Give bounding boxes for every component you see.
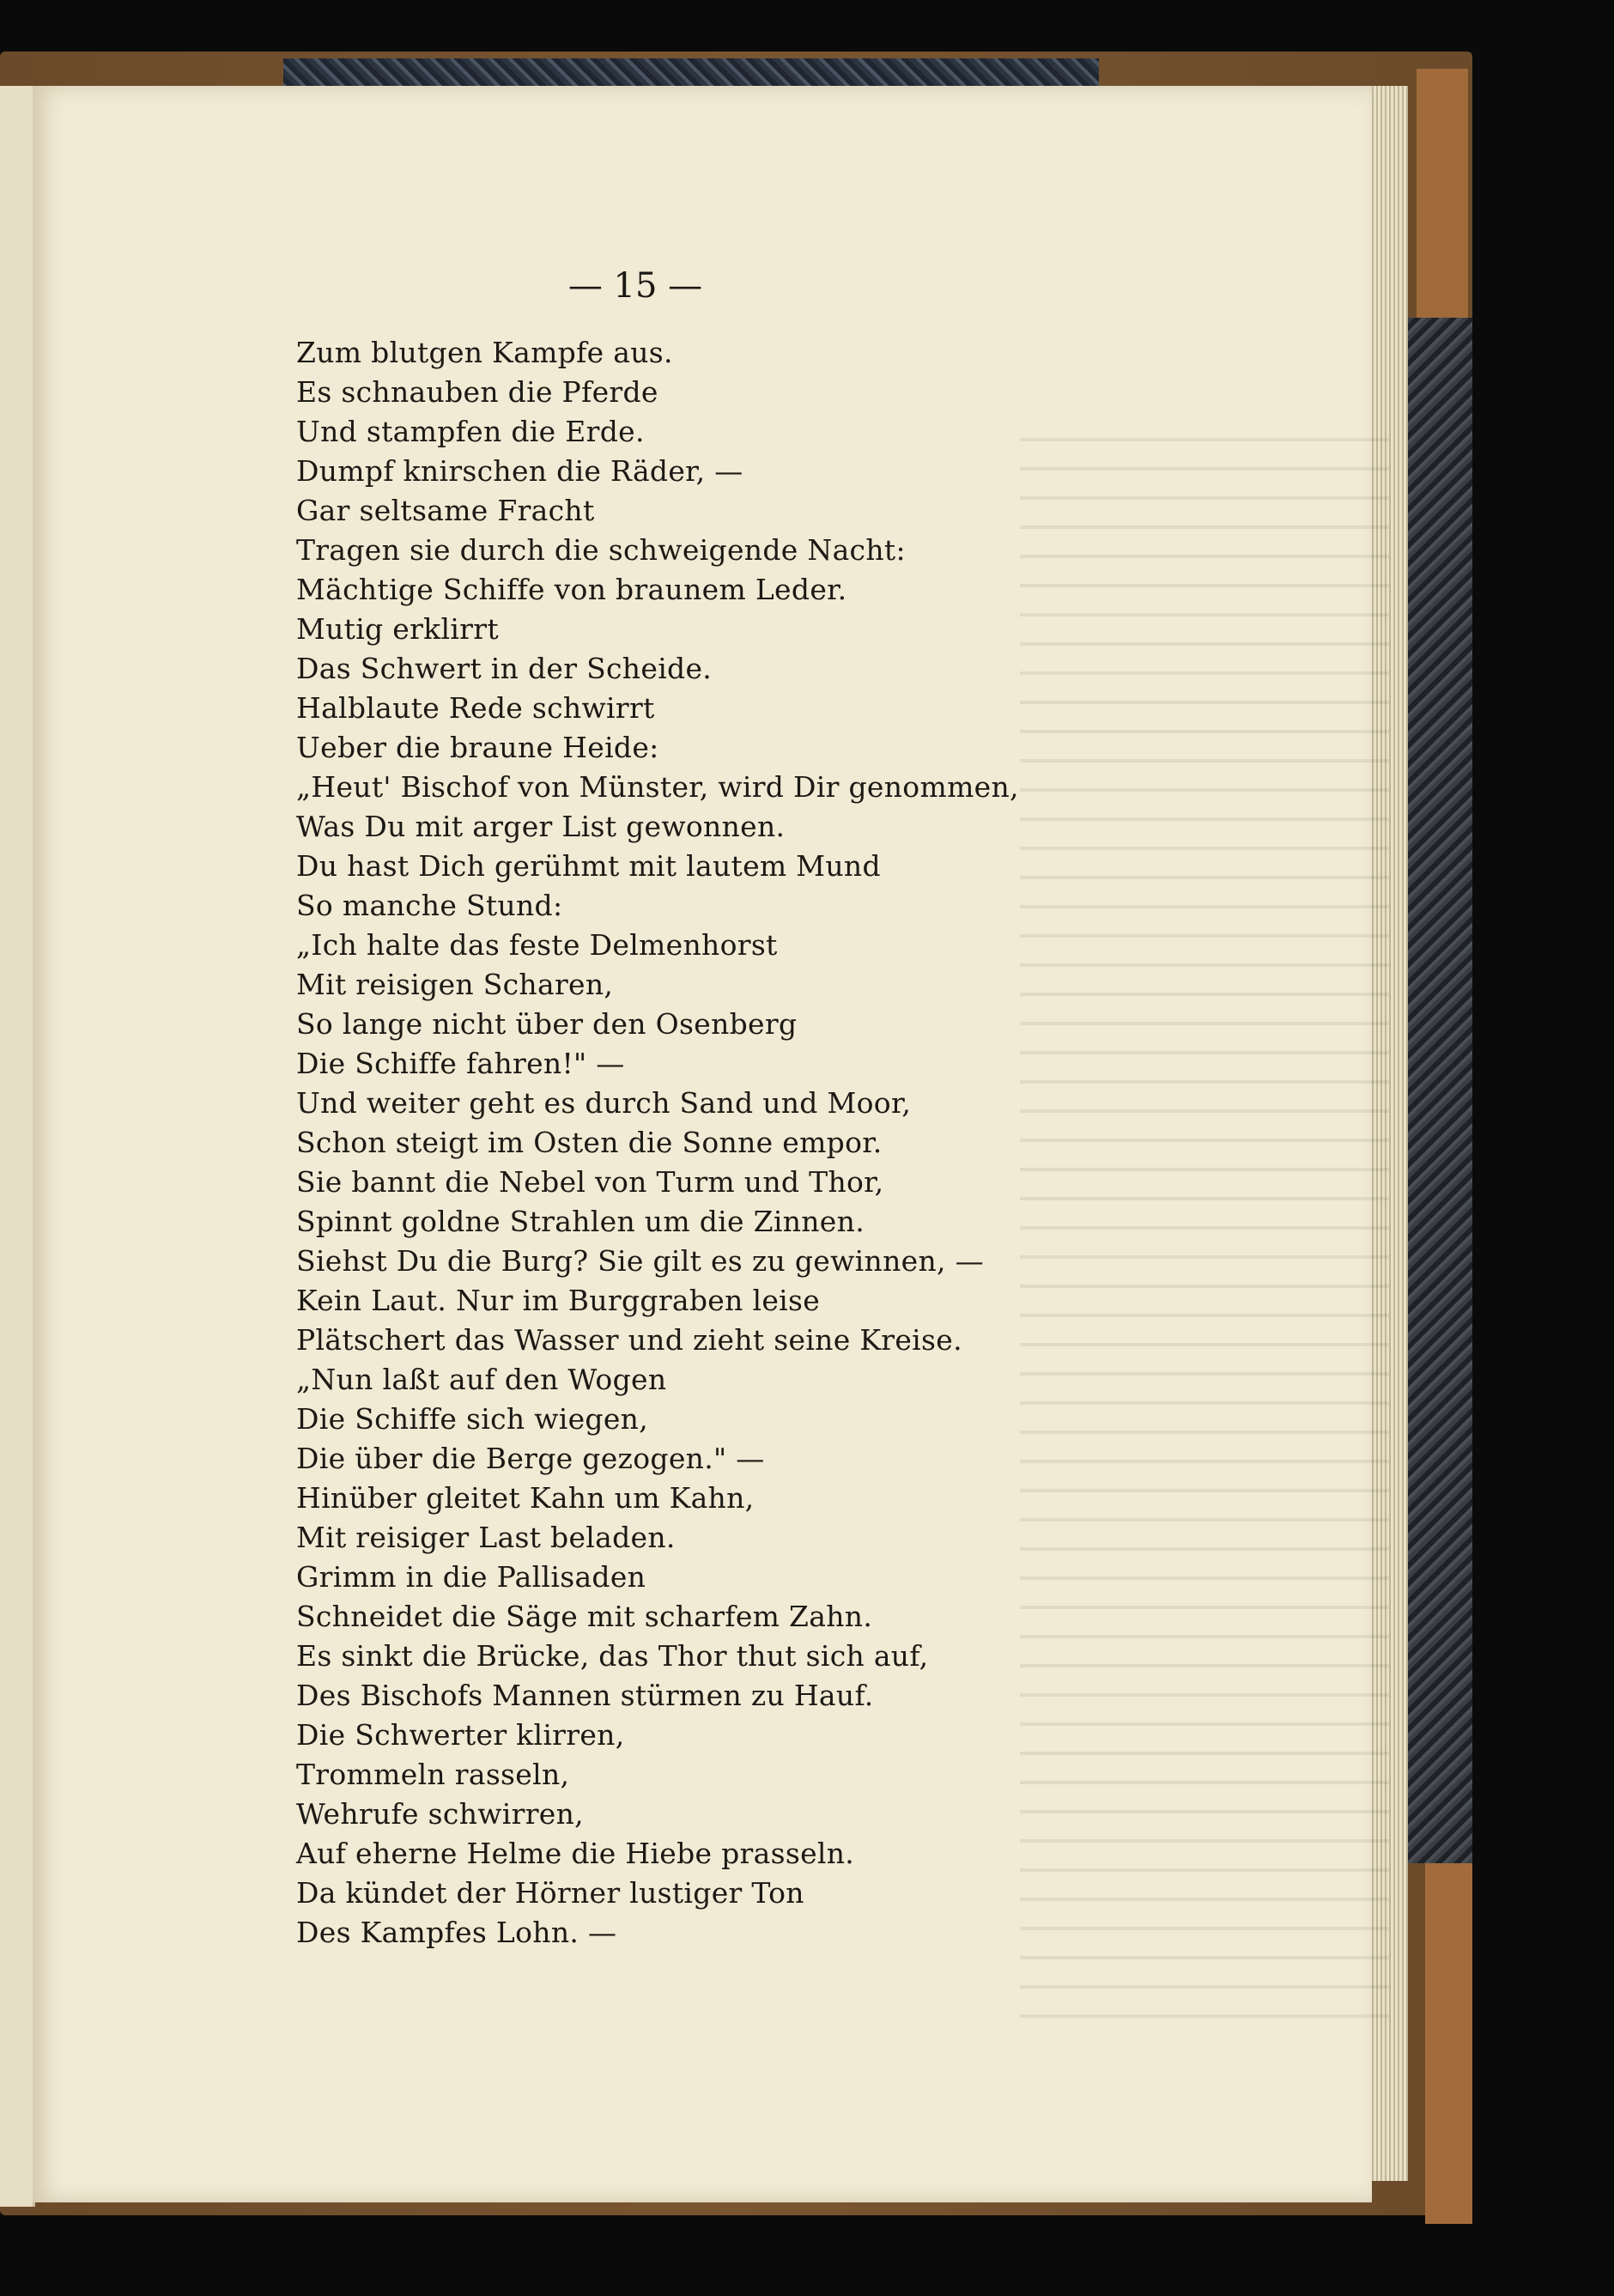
- poem-line: Und stampfen die Erde.: [296, 415, 645, 448]
- poem-line: Wehrufe schwirren,: [296, 1797, 584, 1831]
- poem-line: Des Kampfes Lohn. —: [296, 1916, 617, 1949]
- cover-marbling-right: [1408, 318, 1472, 1863]
- poem-line: Plätschert das Wasser und zieht seine Kreise.: [296, 1323, 962, 1357]
- poem-line: Trommeln rasseln,: [296, 1758, 570, 1791]
- poem-line: Ueber die braune Heide:: [296, 731, 659, 764]
- poem-line: „Ich halte das feste Delmenhorst: [296, 928, 778, 962]
- poem-line: Grimm in die Pallisaden: [296, 1560, 646, 1594]
- poem-line: Tragen sie durch die schweigende Nacht:: [296, 533, 906, 567]
- poem-line: Kein Laut. Nur im Burggraben leise: [296, 1284, 821, 1317]
- poem-line: Sie bannt die Nebel von Turm und Thor,: [296, 1165, 884, 1199]
- poem-line: Die über die Berge gezogen." —: [296, 1442, 765, 1475]
- poem-line: Siehst Du die Burg? Sie gilt es zu gewinnen, —: [296, 1244, 984, 1278]
- poem-line: Es sinkt die Brücke, das Thor thut sich auf,: [296, 1639, 929, 1673]
- poem-line: Mutig erklirrt: [296, 612, 499, 646]
- poem-line: Schneidet die Säge mit scharfem Zahn.: [296, 1600, 873, 1633]
- poem-line: Spinnt goldne Strahlen um die Zinnen.: [296, 1205, 865, 1238]
- poem-line: Die Schwerter klirren,: [296, 1718, 625, 1752]
- poem-line: Halblaute Rede schwirrt: [296, 691, 655, 725]
- poem-line: Des Bischofs Mannen stürmen zu Hauf.: [296, 1679, 874, 1712]
- poem-line: Und weiter geht es durch Sand und Moor,: [296, 1086, 912, 1120]
- poem-line: Dumpf knirschen die Räder, —: [296, 454, 743, 488]
- poem-text: [296, 333, 1241, 1953]
- poem-line: So lange nicht über den Osenberg: [296, 1007, 798, 1041]
- page-number: — 15 —: [567, 266, 703, 306]
- poem-line: Mit reisigen Scharen,: [296, 968, 614, 1001]
- poem-line: Auf eherne Helme die Hiebe prasseln.: [296, 1837, 855, 1870]
- poem-line: Schon steigt im Osten die Sonne empor.: [296, 1126, 883, 1159]
- poem-line: Es schnauben die Pferde: [296, 375, 658, 409]
- poem-line: Mit reisiger Last beladen.: [296, 1521, 676, 1554]
- poem-line: Gar seltsame Fracht: [296, 494, 595, 527]
- poem-line: Zum blutgen Kampfe aus.: [296, 336, 673, 369]
- cover-leather-corner-top: [1417, 69, 1468, 326]
- poem-line: Du hast Dich gerühmt mit lautem Mund: [296, 849, 881, 883]
- facing-page-edge: [0, 86, 35, 2207]
- poem-line: Was Du mit arger List gewonnen.: [296, 810, 786, 843]
- cover-leather-corner-bottom: [1425, 1863, 1472, 2224]
- poem-line: Das Schwert in der Scheide.: [296, 652, 713, 685]
- poem-line: Hinüber gleitet Kahn um Kahn,: [296, 1481, 755, 1515]
- poem-line: Die Schiffe fahren!" —: [296, 1047, 625, 1080]
- poem-line: So manche Stund:: [296, 889, 563, 922]
- poem-line: Die Schiffe sich wiegen,: [296, 1402, 649, 1436]
- poem-line: „Nun laßt auf den Wogen: [296, 1363, 667, 1396]
- poem-line: Mächtige Schiffe von braunem Leder.: [296, 573, 847, 606]
- poem-line: Da kündet der Hörner lustiger Ton: [296, 1876, 804, 1910]
- poem-line: „Heut' Bischof von Münster, wird Dir genommen,: [296, 770, 1019, 804]
